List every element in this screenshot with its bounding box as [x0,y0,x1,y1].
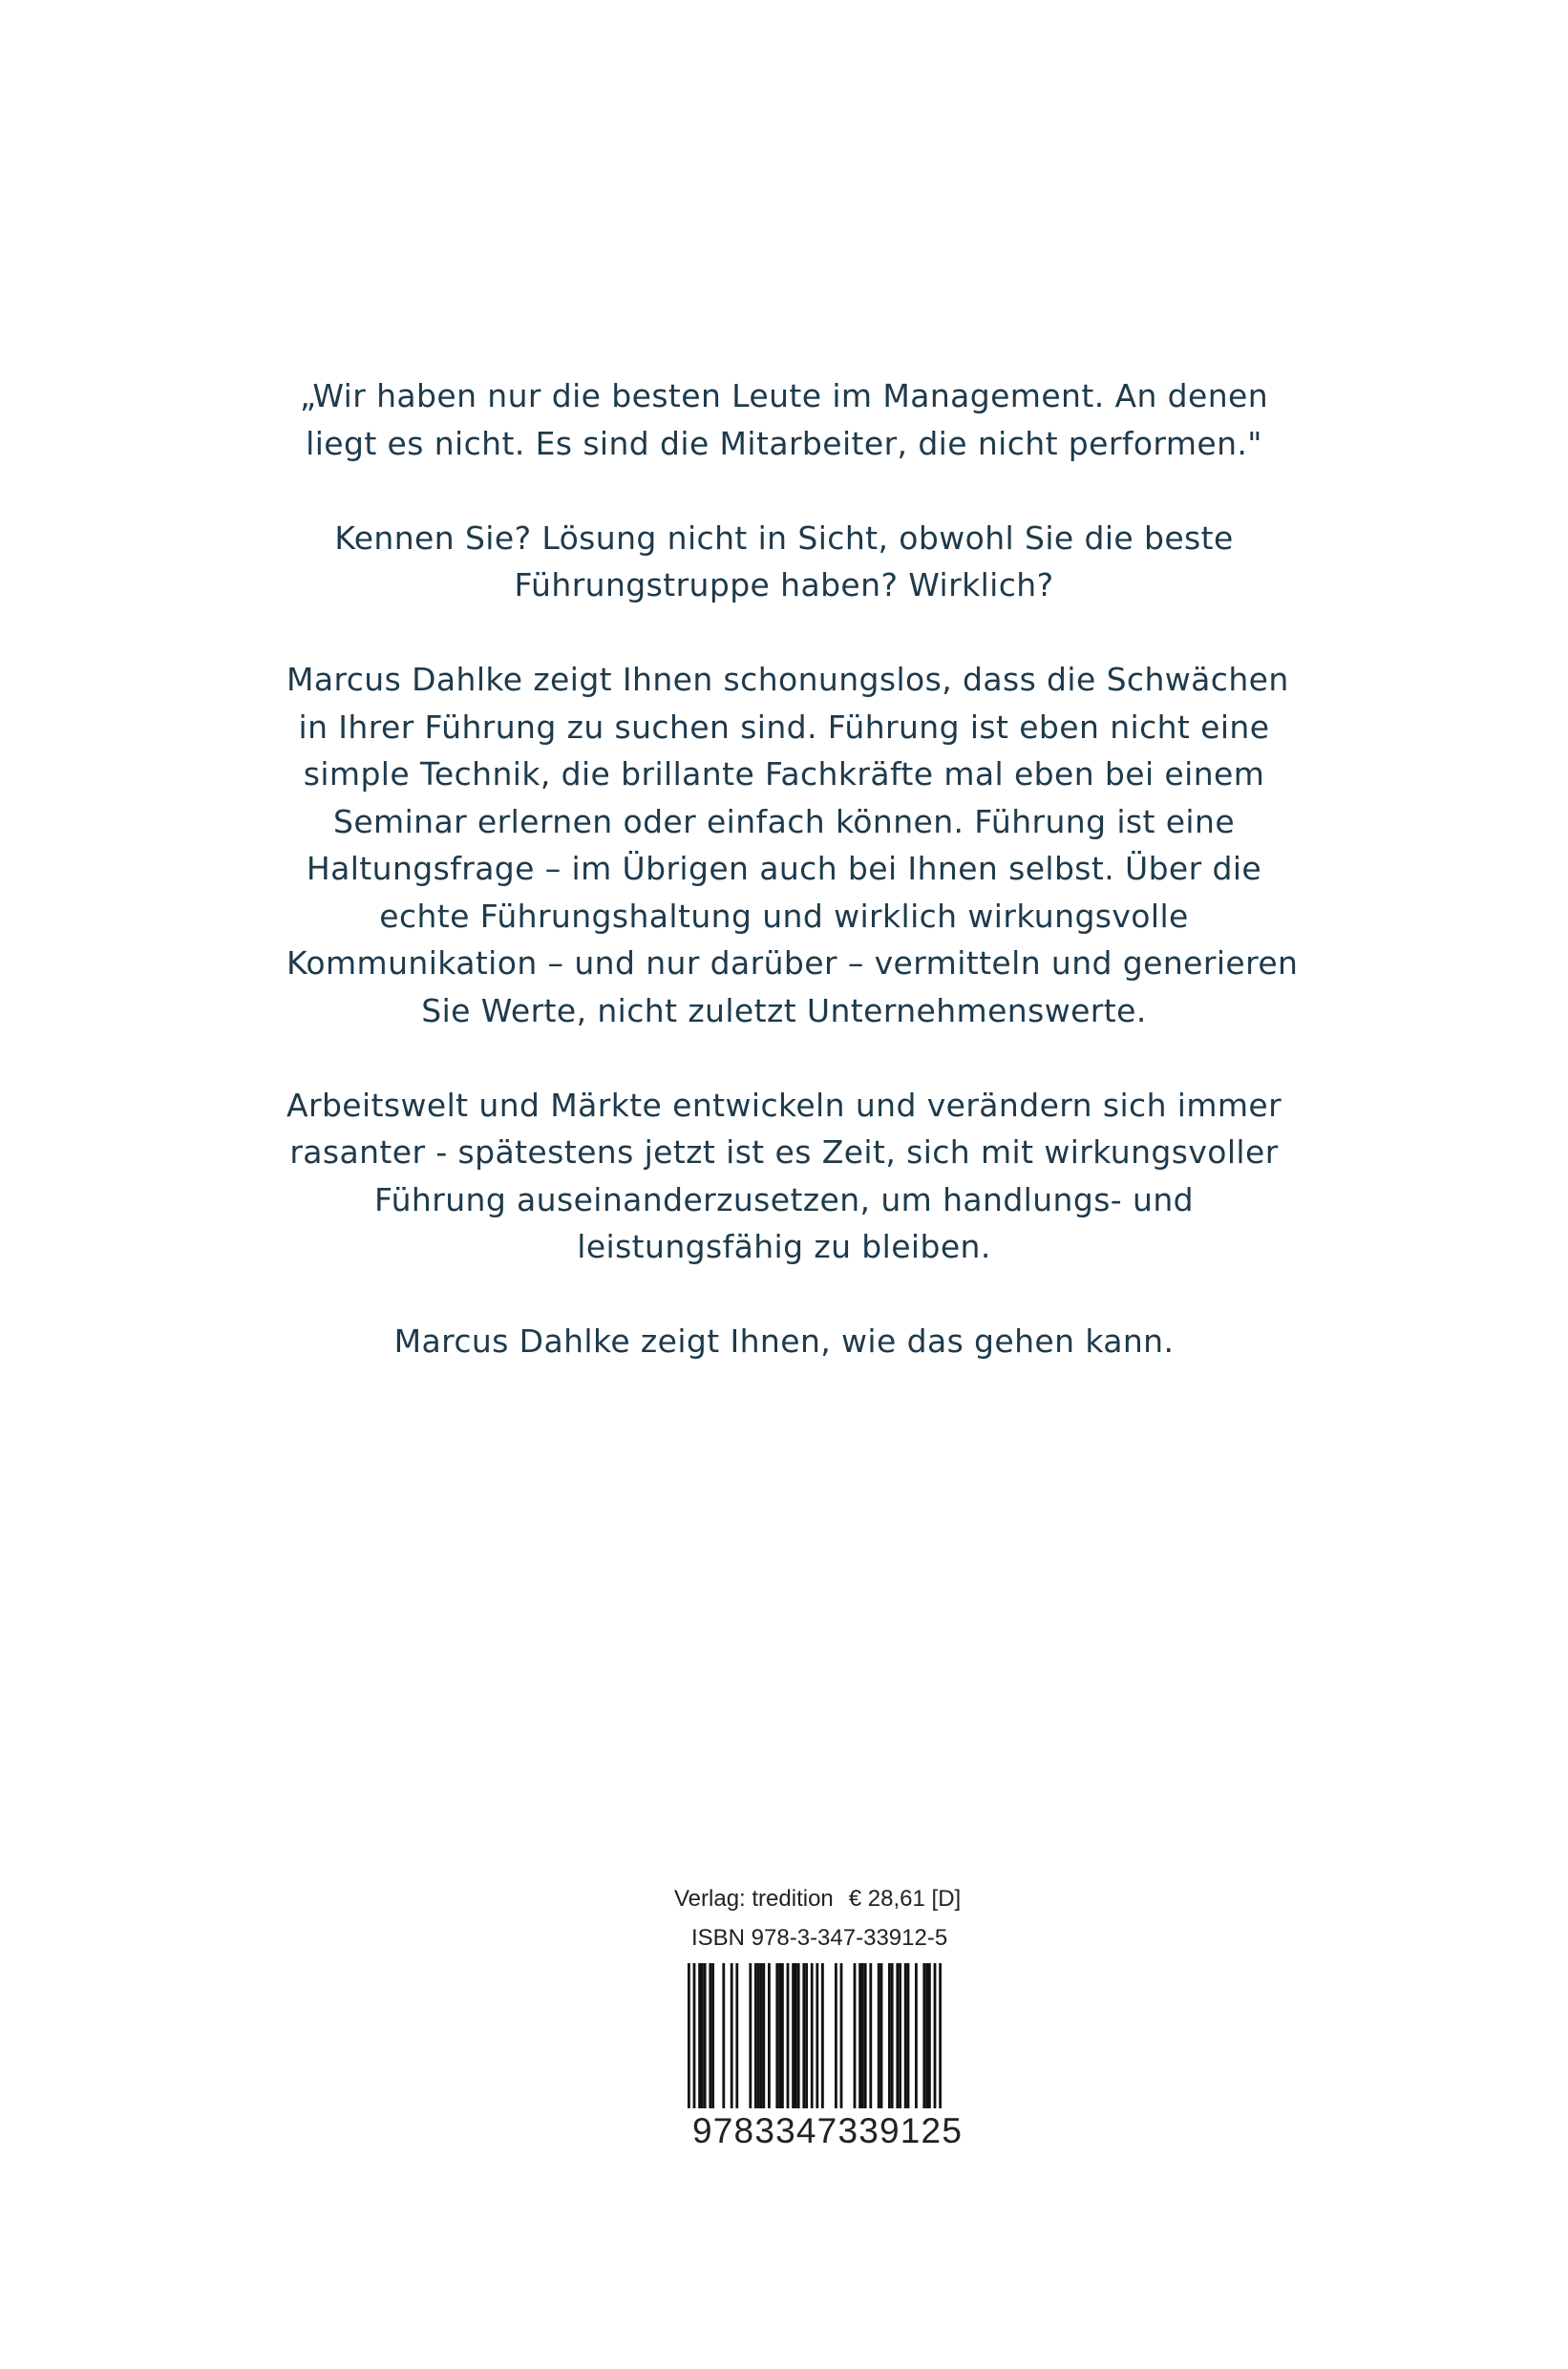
barcode-bar [904,1963,907,2108]
barcode-bar [925,1963,928,2108]
barcode-bar [698,1963,701,2108]
barcode-bar [778,1963,781,2108]
blurb-paragraph-3 [286,656,1299,1034]
barcode-bar [754,1963,757,2108]
ean-barcode [688,1963,964,2108]
barcode-bar [704,1963,707,2108]
blurb-line: echte Führungshaltung und wirklich wirkungsvolle [379,897,1189,935]
blurb-line: Kommunikation – und nur darüber – vermitteln und generieren [286,944,1299,982]
blurb-line: in Ihrer Führung zu suchen sind. Führung ist eben nicht eine [298,708,1270,746]
blurb-line: Marcus Dahlke zeigt Ihnen schonungslos, dass die Schwächen [286,661,1289,698]
blurb-line: rasanter - spätestens jetzt ist es Zeit, sich mit wirkungsvoller [289,1133,1279,1171]
barcode-bar [701,1963,704,2108]
barcode-bar [928,1963,931,2108]
barcode-bar [768,1963,771,2108]
barcode-bar [749,1963,752,2108]
barcode-bar [922,1963,925,2108]
barcode-bar [907,1963,910,2108]
barcode-bar [711,1963,714,2108]
blurb-line: Haltungsfrage – im Übrigen auch bei Ihnen selbst. Über die [306,850,1262,887]
blurb-paragraph-4 [286,1082,1282,1271]
barcode-bar [805,1963,808,2108]
barcode-bar [869,1963,872,2108]
barcode-bar [816,1963,818,2108]
barcode-bar [811,1963,814,2108]
barcode-bar [688,1963,690,2108]
barcode-bar [840,1963,843,2108]
blurb-paragraph-2 [286,515,1282,609]
barcode-bar [757,1963,760,2108]
blurb-line: liegt es nicht. Es sind die Mitarbeiter, die nicht performen." [306,424,1262,462]
barcode-bar [762,1963,765,2108]
blurb-paragraph-1 [286,372,1282,467]
imprint-block [674,1886,989,2150]
barcode-bar [854,1963,857,2108]
blurb-line: „Wir haben nur die besten Leute im Management. An denen [299,377,1269,414]
barcode-bar [792,1963,795,2108]
barcode-bar [858,1963,861,2108]
barcode-digits: 9783347339125 [692,2111,964,2150]
back-cover-blurb [286,372,1299,1412]
barcode-bar [896,1963,899,2108]
barcode-bar [891,1963,894,2108]
barcode-bar [709,1963,711,2108]
blurb-line: Führung auseinanderzusetzen, um handlungs- und [374,1180,1194,1218]
blurb-line: Arbeitswelt und Märkte entwickeln und verändern sich immer [286,1086,1282,1124]
barcode-bar [722,1963,725,2108]
barcode-bar [835,1963,837,2108]
price-label: € 28,61 [D] [848,1886,962,1912]
barcode-bar [821,1963,824,2108]
barcode-bar [939,1963,942,2108]
barcode-bar [864,1963,867,2108]
blurb-paragraph-5 [286,1318,1282,1365]
barcode-bar [735,1963,738,2108]
blurb-line: leistungsfähig zu bleiben. [577,1228,991,1265]
barcode-bar [899,1963,901,2108]
barcode-bar [787,1963,790,2108]
blurb-line: simple Technik, die brillante Fachkräfte mal eben bei einem [303,755,1265,793]
barcode-bar [760,1963,763,2108]
barcode-bar [880,1963,883,2108]
blurb-line: Marcus Dahlke zeigt Ihnen, wie das gehen kann. [393,1322,1175,1360]
barcode-bar [878,1963,880,2108]
blurb-line: Kennen Sie? Lösung nicht in Sicht, obwohl Sie die beste [334,518,1234,557]
publisher-label: Verlag: tredition [674,1886,834,1912]
blurb-line: Führungstruppe haben? Wirklich? [514,566,1054,603]
publisher-price-line [674,1886,989,1913]
blurb-line: Seminar erlernen oder einfach können. Führung ist eine [332,802,1236,840]
barcode-bar [693,1963,696,2108]
barcode-bar [795,1963,797,2108]
blurb-line: Sie Werte, nicht zuletzt Unternehmenswerte. [421,991,1147,1029]
barcode-bar [934,1963,937,2108]
isbn-label: ISBN 978-3-347-33912-5 [691,1925,948,1951]
barcode-bar [731,1963,733,2108]
barcode-bar [802,1963,805,2108]
barcode-bar [797,1963,800,2108]
barcode-bar [775,1963,778,2108]
barcode-bar [781,1963,784,2108]
barcode-bar [915,1963,918,2108]
barcode-bar [888,1963,891,2108]
barcode-bar [861,1963,864,2108]
